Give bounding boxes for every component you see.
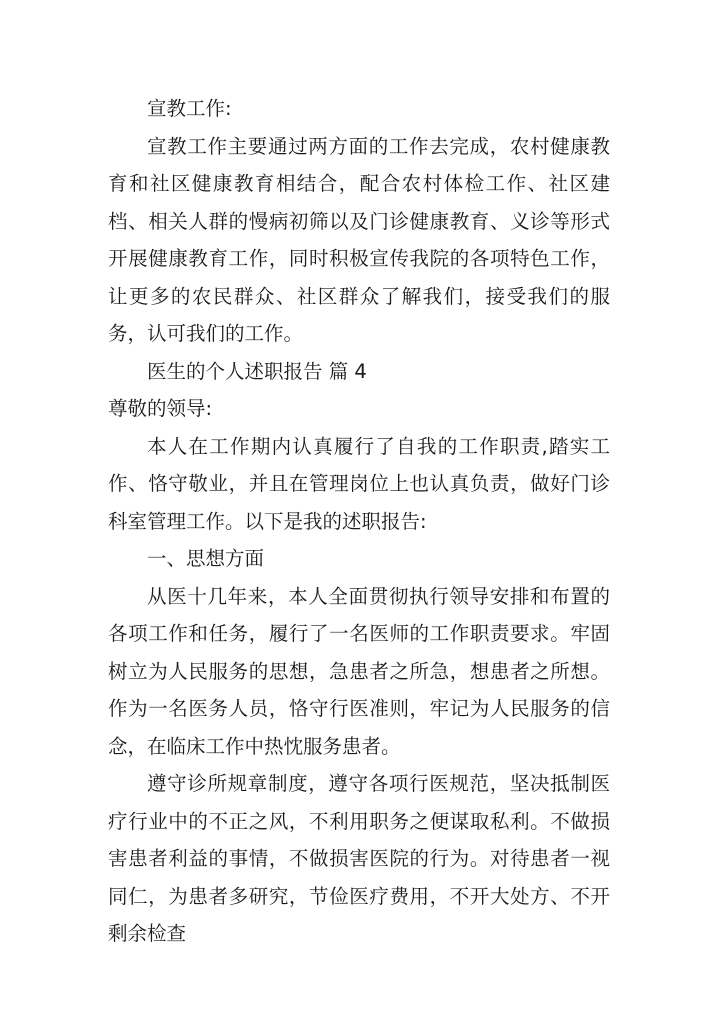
document-body bbox=[108, 90, 610, 953]
paragraph-thought: 从医十几年来，本人全面贯彻执行领导安排和布置的各项工作和任务，履行了一名医师的工作职责要求。牢固树立为人民服务的思想，急患者之所急，想患者之所想。作为一名医务人员，恪守行医准则，牢记为人民服务的信念，在临床工作中热忱服务患者。 bbox=[108, 584, 610, 758]
paragraph-intro: 本人在工作期内认真履行了自我的工作职责,踏实工作、恪守敬业，并且在管理岗位上也认真负责，做好门诊科室管理工作。以下是我的述职报告: bbox=[108, 434, 610, 533]
salutation: 尊敬的领导: bbox=[108, 397, 213, 420]
paragraph-education-work: 宣教工作主要通过两方面的工作去完成，农村健康教育和社区健康教育相结合，配合农村体检工作、社区建档、相关人群的慢病初筛以及门诊健康教育、义诊等形式开展健康教育工作，同时积极宣传我院的各项特色工作，让更多的农民群众、社区群众了解我们，接受我们的服务，认可我们的工作。 bbox=[108, 134, 610, 345]
paragraph-rules: 遵守诊所规章制度，遵守各项行医规范，坚决抵制医疗行业中的不正之风，不利用职务之便谋取私利。不做损害患者利益的事情，不做损害医院的行为。对待患者一视同仁，为患者多研究，节俭医疗费用，不开大处方、不开剩余检查 bbox=[108, 772, 610, 945]
section-heading-thought: 一、思想方面 bbox=[147, 547, 265, 570]
report-title: 医生的个人述职报告 篇 4 bbox=[147, 359, 367, 383]
section-heading-education: 宣教工作: bbox=[147, 97, 232, 120]
